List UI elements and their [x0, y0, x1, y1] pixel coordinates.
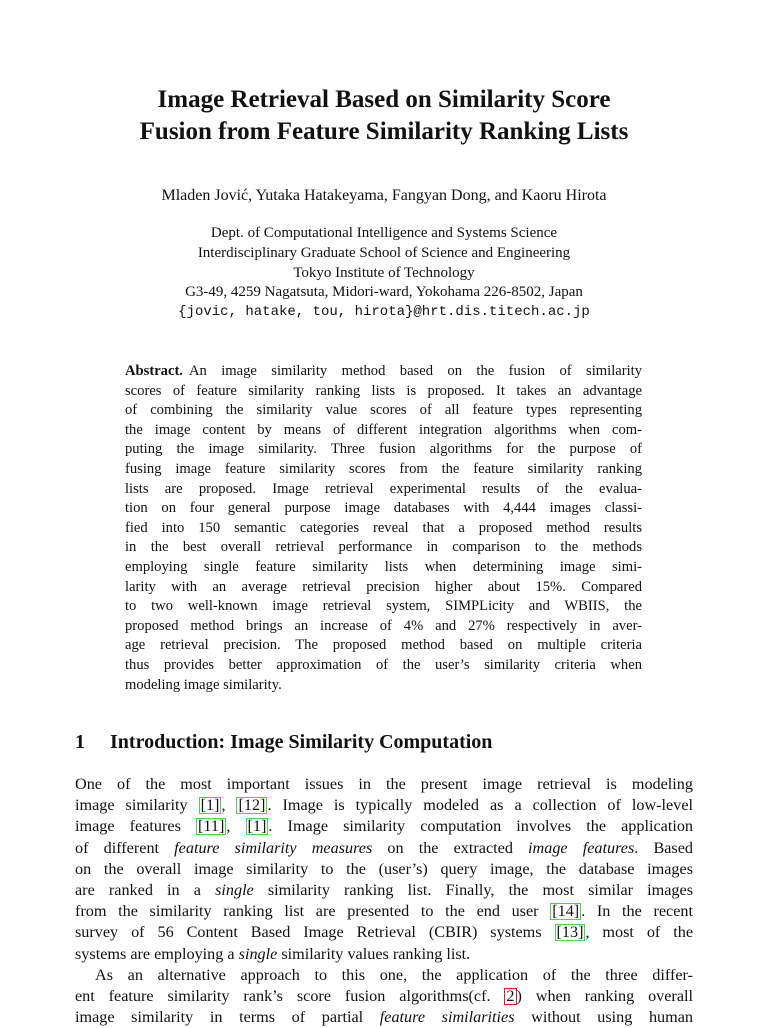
- abstract-line: Abstract. An image similarity method based on the fusion of similarity: [125, 363, 642, 379]
- body-line: from the similarity ranking list are presented to the end user [14] . In the recent: [75, 902, 693, 921]
- abstract-line: thus provides better approximation of the user’s similarity criteria when: [125, 656, 642, 673]
- citation-link[interactable]: [13]: [556, 923, 584, 942]
- body-line: image similarity [1] , [12] . Image is typically modeled as a collection of low-level: [75, 796, 694, 815]
- abstract-line: of combining the similarity value scores of all feature types representing: [125, 402, 642, 419]
- abstract-line: age retrieval precision. The proposed method based on multiple criteria: [125, 637, 642, 654]
- abstract-line: modeling image similarity.: [125, 676, 282, 693]
- section-reference-link[interactable]: 2: [506, 987, 515, 1006]
- abstract-line: fied into 150 semantic categories reveal that a proposed method results: [125, 519, 642, 536]
- section-title: Introduction: Image Similarity Computation: [110, 731, 493, 753]
- citation-link[interactable]: [12]: [238, 796, 266, 815]
- body-line: One of the most important issues in the present image retrieval is modeling: [75, 775, 693, 793]
- abstract-line: to two well-known image retrieval system, SIMPLicity and WBIIS, the: [125, 598, 642, 615]
- section-number: 1: [75, 731, 85, 753]
- abstract-line: tion on four general purpose image databases with 4,444 images classi-: [125, 500, 642, 517]
- author-emails[interactable]: {jovic, hatake, tou, hirota}@hrt.dis.titech.ac.jp: [178, 304, 590, 321]
- body-line: systems are employing a single similarity values ranking list.: [75, 944, 471, 963]
- title-line-1: Image Retrieval Based on Similarity Score: [157, 86, 611, 113]
- author-list: Mladen Jović, Yutaka Hatakeyama, Fangyan Dong, and Kaoru Hirota: [161, 187, 607, 204]
- body-line: of different feature similarity measures on the extracted image features. Based: [75, 838, 694, 857]
- abstract-line: scores of feature similarity ranking lists is proposed. It takes an advantage: [125, 382, 642, 399]
- affiliation-school: Interdisciplinary Graduate School of Science and Engineering: [197, 244, 571, 261]
- body-line: are ranked in a single similarity ranking list. Finally, the most similar images: [75, 881, 694, 900]
- citation-link[interactable]: [1]: [247, 817, 267, 836]
- abstract-line: in the best overall retrieval performance in comparison to the methods: [125, 539, 642, 556]
- citation-link[interactable]: [11]: [198, 817, 225, 836]
- section-heading: [75, 729, 492, 755]
- abstract-line: larity with an average retrieval precision higher about 15%. Compared: [125, 578, 642, 595]
- abstract-line: proposed method brings an increase of 4% and 27% respectively in aver-: [125, 617, 642, 634]
- body-line: survey of 56 Content Based Image Retrieval (CBIR) systems [13] , most of the: [75, 923, 694, 942]
- affiliation-institute: Tokyo Institute of Technology: [293, 264, 475, 281]
- title-line-2: Fusion from Feature Similarity Ranking Lists: [139, 118, 629, 145]
- affiliation-block: [60, 224, 708, 323]
- body-line: image similarity in terms of partial feature similarities without using human: [75, 1008, 694, 1027]
- abstract: [125, 362, 642, 695]
- body-line: image features [11] , [1] . Image similarity computation involves the application: [75, 817, 694, 836]
- body-line: As an alternative approach to this one, the application of the three differ-: [95, 965, 693, 984]
- abstract-line: lists are proposed. Image retrieval experimental results of the evalua-: [125, 480, 642, 497]
- abstract-line: fusing image feature similarity scores from the feature similarity ranking: [125, 460, 642, 477]
- affiliation-address: G3-49, 4259 Nagatsuta, Midori-ward, Yokohama 226-8502, Japan: [185, 284, 583, 301]
- affiliation-dept: Dept. of Computational Intelligence and Systems Science: [210, 225, 558, 241]
- abstract-label: Abstract.: [125, 363, 183, 379]
- abstract-line: employing single feature similarity lists when determining image simi-: [125, 558, 642, 575]
- body-line: on the overall image similarity to the (user’s) query image, the database images: [75, 859, 693, 878]
- paper-title: [60, 84, 708, 148]
- abstract-line: puting the image similarity. Three fusion algorithms for the purpose of: [125, 441, 642, 458]
- body-line: ent feature similarity rank’s score fusion algorithms(cf. 2 ) when ranking overall: [75, 987, 694, 1006]
- abstract-line: the image content by means of different integration algorithms when com-: [125, 421, 642, 438]
- citation-link[interactable]: [14]: [552, 902, 580, 921]
- citation-link[interactable]: [1]: [200, 796, 220, 815]
- body-text: [75, 774, 693, 1028]
